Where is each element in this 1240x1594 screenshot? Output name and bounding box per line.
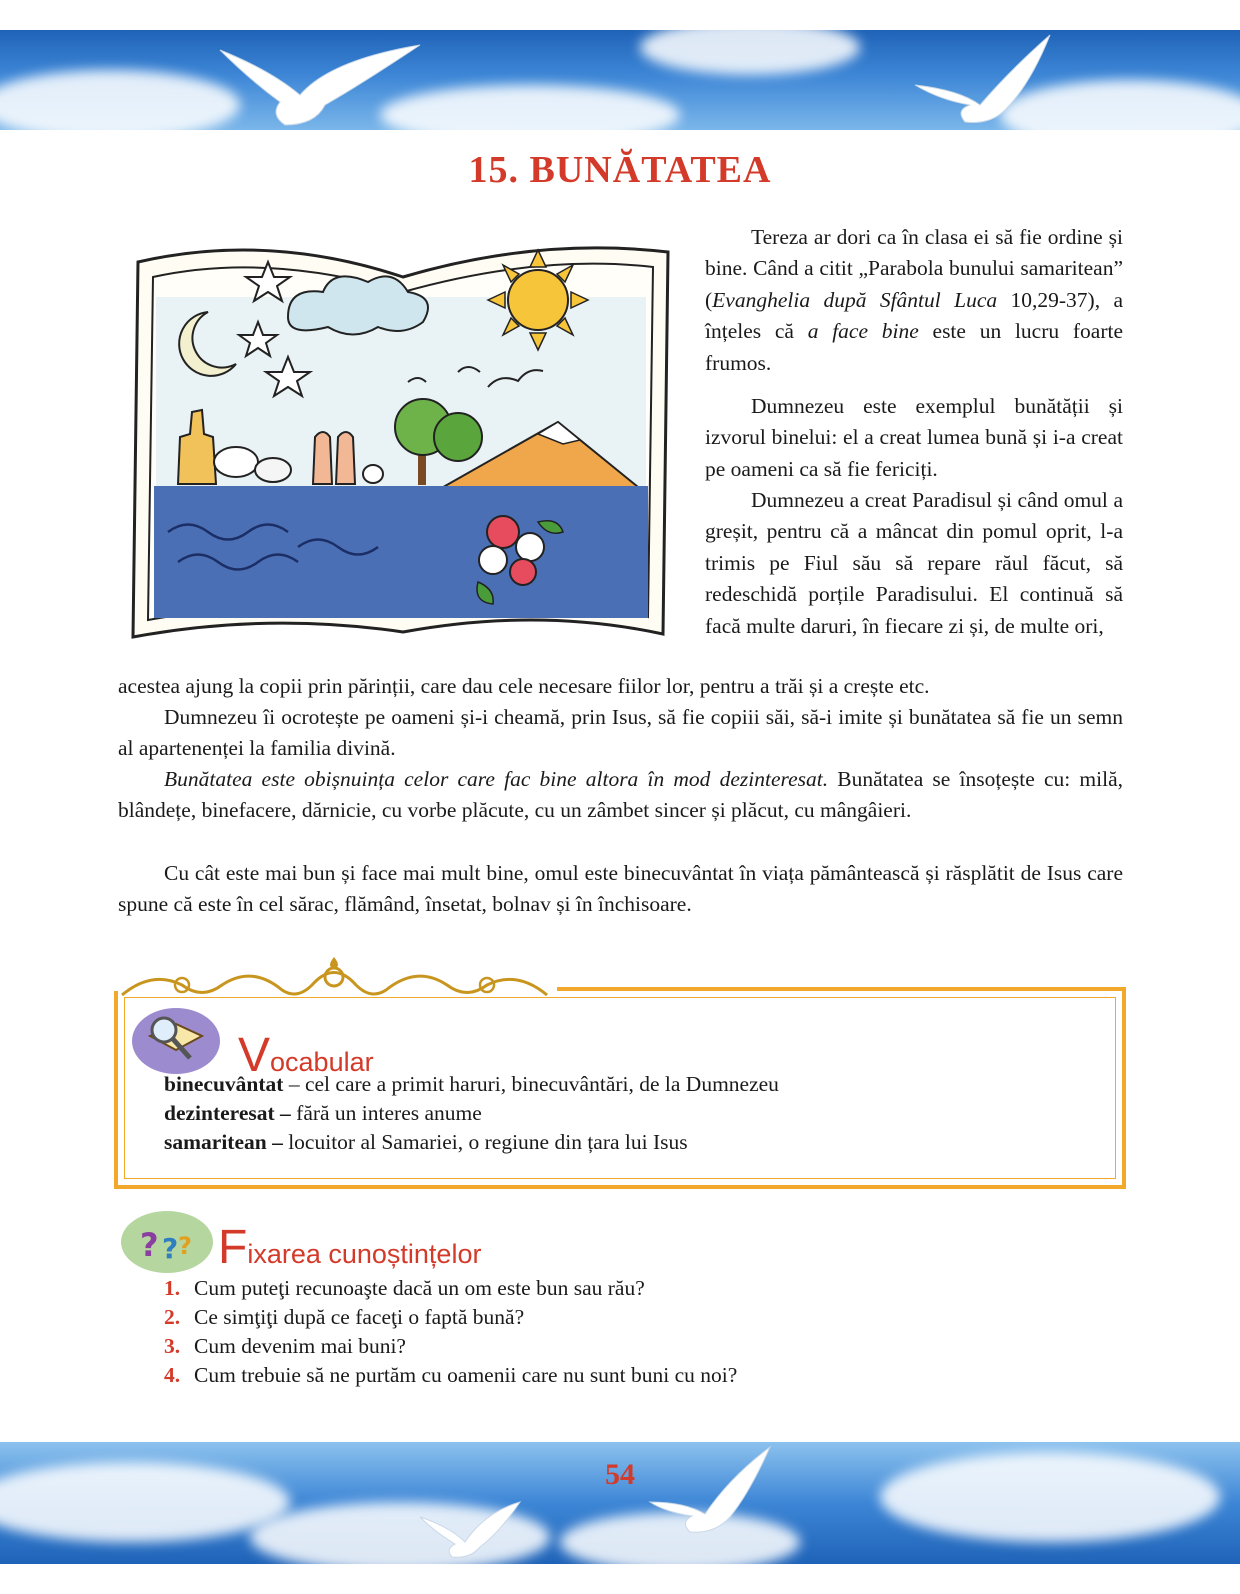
page-title: 15. BUNĂTATEA <box>468 149 772 191</box>
svg-text:?: ? <box>162 1232 179 1265</box>
vocabulary-heading: Vocabular <box>238 1029 374 1082</box>
header-sky-banner <box>0 30 1240 130</box>
body-paragraph-4: Cu cât este mai bun și face mai mult bine, omul este binecuvântat în viața pământească și răsplătit de Isus care spune că este în cel sărac, flămând, însetat, bolnav și în închisoare. <box>118 861 1123 917</box>
question-item: 2. Ce simţiţi după ce faceţi o faptă bună? <box>164 1305 525 1329</box>
dove-icon <box>410 1487 530 1562</box>
exercises-heading: Fixarea cunoștințelor <box>218 1221 482 1274</box>
page-number: 54 <box>605 1458 635 1491</box>
question-item: 1. Cum puteţi recunoaşte dacă un om este bun sau rău? <box>164 1276 645 1300</box>
dove-icon <box>900 30 1080 130</box>
book-magnifier-icon <box>130 1006 222 1076</box>
sun-icon <box>488 250 588 350</box>
vocab-entry: binecuvântat – cel care a primit haruri, binecuvântări, de la Dumnezeu <box>164 1072 779 1096</box>
svg-text:?: ? <box>140 1226 159 1264</box>
body-paragraph-3: Bunătatea este obișnuința celor care fac bine altora în mod dezinteresat. Bunătatea se însoțește cu: milă, blândețe, binefacere, dărnicie, cu vorbe plăcute, cu un zâmbet sincer și plăcut, cu mângâieri. <box>118 767 1123 823</box>
vocab-entry: dezinteresat – fără un interes anume <box>164 1101 482 1125</box>
intro-paragraph-3: Dumnezeu a creat Paradisul și când omul a greșit, pentru că a mâncat din pomul oprit, l-a trimis pe Fiul său să repare răul făcut, să redeschidă porțile Paradisului. El continuă să facă multe daruri, în fiecare zi și, de multe ori, <box>705 488 1123 638</box>
question-marks-icon <box>120 1210 214 1274</box>
dove-icon <box>630 1442 790 1542</box>
intro-paragraph-1: Tereza ar dori ca în clasa ei să fie ordine și bine. Când a citit „Parabola bunului samaritean” (Evanghelia după Sfântul Luca 10,29-37), a înțeles că a face bine este un lucru foarte frumos. <box>705 225 1123 375</box>
vocab-entry: samaritean – locuitor al Samariei, o regiune din țara lui Isus <box>164 1130 688 1154</box>
dove-icon <box>200 30 430 130</box>
creation-book-illustration <box>118 222 688 650</box>
body-paragraph-1: acestea ajung la copii prin părinții, care dau cele necesare fiilor lor, pentru a trăi și a crește etc. <box>118 674 930 698</box>
svg-text:?: ? <box>178 1232 192 1260</box>
body-paragraph-2: Dumnezeu îi ocrotește pe oameni și-i cheamă, prin Isus, să fie copiii săi, să-i imite și bunătatea să fie un semn al apartenenței la familia divină. <box>118 705 1123 761</box>
question-item: 3. Cum devenim mai buni? <box>164 1334 406 1358</box>
intro-paragraph-2: Dumnezeu este exemplul bunătății și izvorul binelui: el a creat lumea bună și i-a creat pe oameni ca să fie fericiți. <box>705 394 1123 481</box>
question-item: 4. Cum trebuie să ne purtăm cu oamenii care nu sunt buni cu noi? <box>164 1363 738 1387</box>
ornament-flourish <box>112 955 557 1011</box>
